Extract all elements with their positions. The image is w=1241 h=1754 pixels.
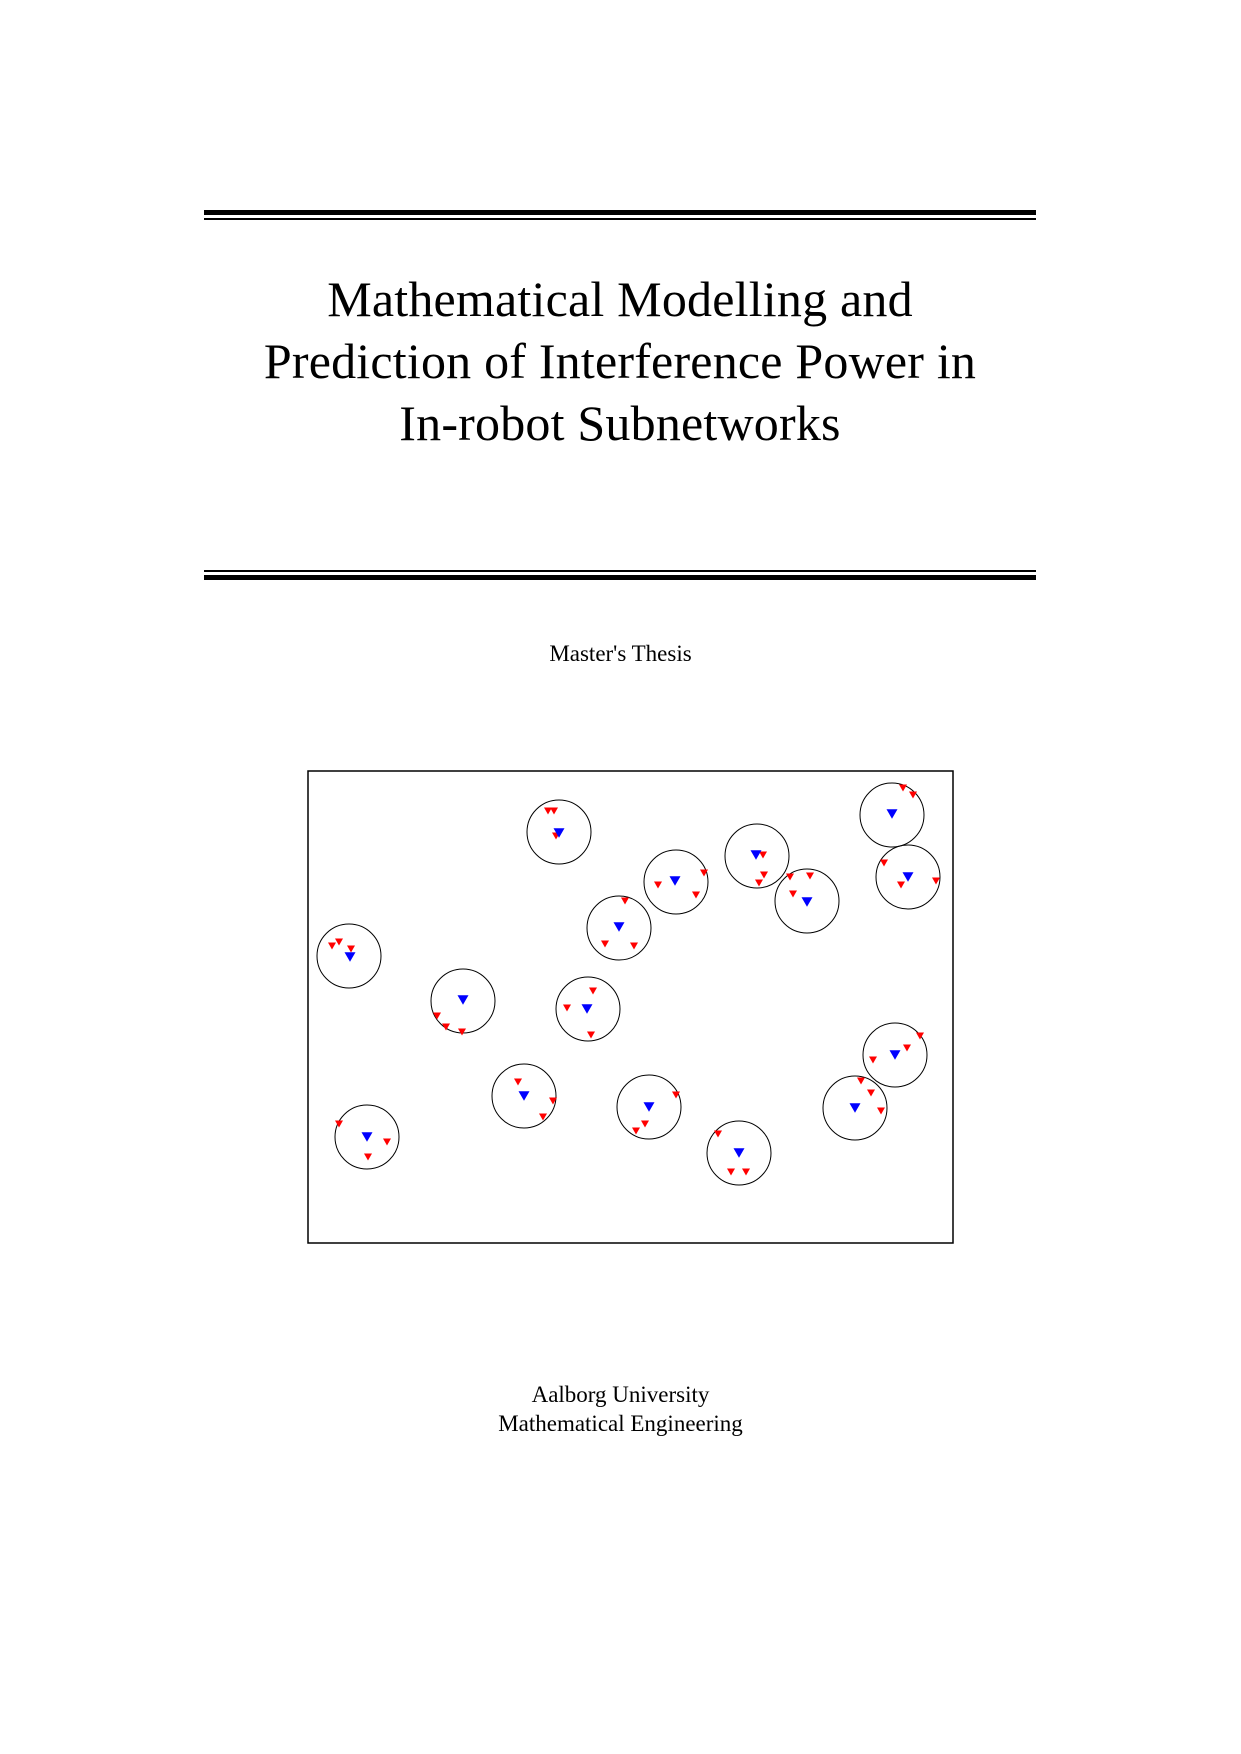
subnetwork (587, 896, 651, 960)
subnetwork-boundary-circle (876, 845, 940, 909)
access-point-triangle-icon (903, 872, 914, 882)
device-triangle-icon (328, 943, 336, 950)
device-triangle-icon (589, 988, 597, 995)
access-point-triangle-icon (614, 922, 625, 932)
device-triangle-icon (789, 891, 797, 898)
access-point-triangle-icon (802, 897, 813, 907)
bottom-rule-thick (204, 575, 1036, 580)
thesis-type: Master's Thesis (549, 641, 692, 666)
device-triangle-icon (903, 1045, 911, 1052)
subnetwork-boundary-circle (644, 850, 708, 914)
device-triangle-icon (867, 1090, 875, 1097)
subnetwork (556, 977, 620, 1041)
subnetwork (876, 845, 940, 909)
access-point-triangle-icon (734, 1148, 745, 1158)
title-line-3: In-robot Subnetworks (399, 395, 841, 451)
subnetwork-boundary-circle (587, 896, 651, 960)
subnetwork-boundary-circle (775, 869, 839, 933)
access-point-triangle-icon (644, 1102, 655, 1112)
subnetwork (617, 1075, 681, 1139)
subnetwork-boundary-circle (335, 1105, 399, 1169)
device-triangle-icon (563, 1005, 571, 1012)
device-triangle-icon (700, 870, 708, 877)
subnetwork-boundary-circle (317, 924, 381, 988)
subnetwork-boundary-circle (527, 800, 591, 864)
footer (0, 1380, 1241, 1438)
device-triangle-icon (916, 1033, 924, 1040)
subnetwork-boundary-circle (860, 783, 924, 847)
subnetwork (775, 869, 839, 933)
top-rule-thick (204, 210, 1036, 215)
subnetwork-boundary-circle (556, 977, 620, 1041)
device-triangle-icon (760, 872, 768, 879)
device-triangle-icon (857, 1078, 865, 1085)
access-point-triangle-icon (345, 952, 356, 962)
subnetwork-boundary-circle (707, 1121, 771, 1185)
device-triangle-icon (755, 880, 763, 887)
device-triangle-icon (514, 1079, 522, 1086)
device-triangle-icon (899, 785, 907, 792)
device-triangle-icon (442, 1024, 450, 1031)
bottom-rule-thin (204, 570, 1036, 572)
subnetwork (707, 1121, 771, 1185)
device-triangle-icon (383, 1139, 391, 1146)
subnetwork (725, 824, 789, 888)
device-triangle-icon (641, 1121, 649, 1128)
device-triangle-icon (630, 943, 638, 950)
device-triangle-icon (786, 874, 794, 881)
subnetwork-boundary-circle (492, 1064, 556, 1128)
subnetwork (527, 800, 591, 864)
subnetwork (335, 1105, 399, 1169)
subnetwork (860, 783, 924, 847)
access-point-triangle-icon (887, 809, 898, 819)
device-triangle-icon (550, 808, 558, 815)
subnetwork (823, 1076, 887, 1140)
device-triangle-icon (877, 1108, 885, 1115)
subnetwork (644, 850, 708, 914)
device-triangle-icon (806, 873, 814, 880)
access-point-triangle-icon (670, 876, 681, 886)
subnetworks-group (317, 783, 940, 1185)
device-triangle-icon (909, 792, 917, 799)
device-triangle-icon (347, 946, 355, 953)
department: Mathematical Engineering (498, 1411, 743, 1436)
device-triangle-icon (759, 852, 767, 859)
top-rule-thin (204, 218, 1036, 220)
device-triangle-icon (727, 1169, 735, 1176)
subnetwork-boundary-circle (725, 824, 789, 888)
device-triangle-icon (621, 898, 629, 905)
subnetwork-boundary-circle (863, 1023, 927, 1087)
subnetwork-boundary-circle (617, 1075, 681, 1139)
device-triangle-icon (433, 1013, 441, 1020)
access-point-triangle-icon (582, 1004, 593, 1014)
subnetwork (863, 1023, 927, 1087)
device-triangle-icon (880, 860, 888, 867)
device-triangle-icon (335, 1121, 343, 1128)
device-triangle-icon (587, 1032, 595, 1039)
title-line-2: Prediction of Interference Power in (263, 333, 977, 389)
access-point-triangle-icon (458, 995, 469, 1005)
device-triangle-icon (549, 1098, 557, 1105)
device-triangle-icon (632, 1128, 640, 1135)
subnetwork-boundary-circle (823, 1076, 887, 1140)
institution: Aalborg University (531, 1382, 710, 1407)
access-point-triangle-icon (751, 850, 762, 860)
device-triangle-icon (601, 941, 609, 948)
device-triangle-icon (544, 808, 552, 815)
device-triangle-icon (869, 1057, 877, 1064)
device-triangle-icon (672, 1092, 680, 1099)
device-triangle-icon (692, 892, 700, 899)
access-point-triangle-icon (519, 1091, 530, 1101)
device-triangle-icon (335, 939, 343, 946)
title-line-1: Mathematical Modelling and (327, 271, 913, 327)
access-point-triangle-icon (362, 1132, 373, 1142)
device-triangle-icon (552, 833, 560, 840)
access-point-triangle-icon (554, 828, 565, 838)
device-triangle-icon (714, 1131, 722, 1138)
figure-frame (308, 771, 953, 1243)
access-point-triangle-icon (890, 1050, 901, 1060)
device-triangle-icon (654, 882, 662, 889)
device-triangle-icon (742, 1169, 750, 1176)
device-triangle-icon (458, 1029, 466, 1036)
subnetwork (317, 924, 381, 988)
access-point-triangle-icon (850, 1103, 861, 1113)
device-triangle-icon (539, 1114, 547, 1121)
thesis-title (204, 268, 1036, 454)
device-triangle-icon (932, 878, 940, 885)
subnetwork (492, 1064, 557, 1128)
device-triangle-icon (364, 1154, 372, 1161)
subnetwork-boundary-circle (431, 969, 495, 1033)
device-triangle-icon (897, 882, 905, 889)
subnetwork (431, 969, 495, 1035)
